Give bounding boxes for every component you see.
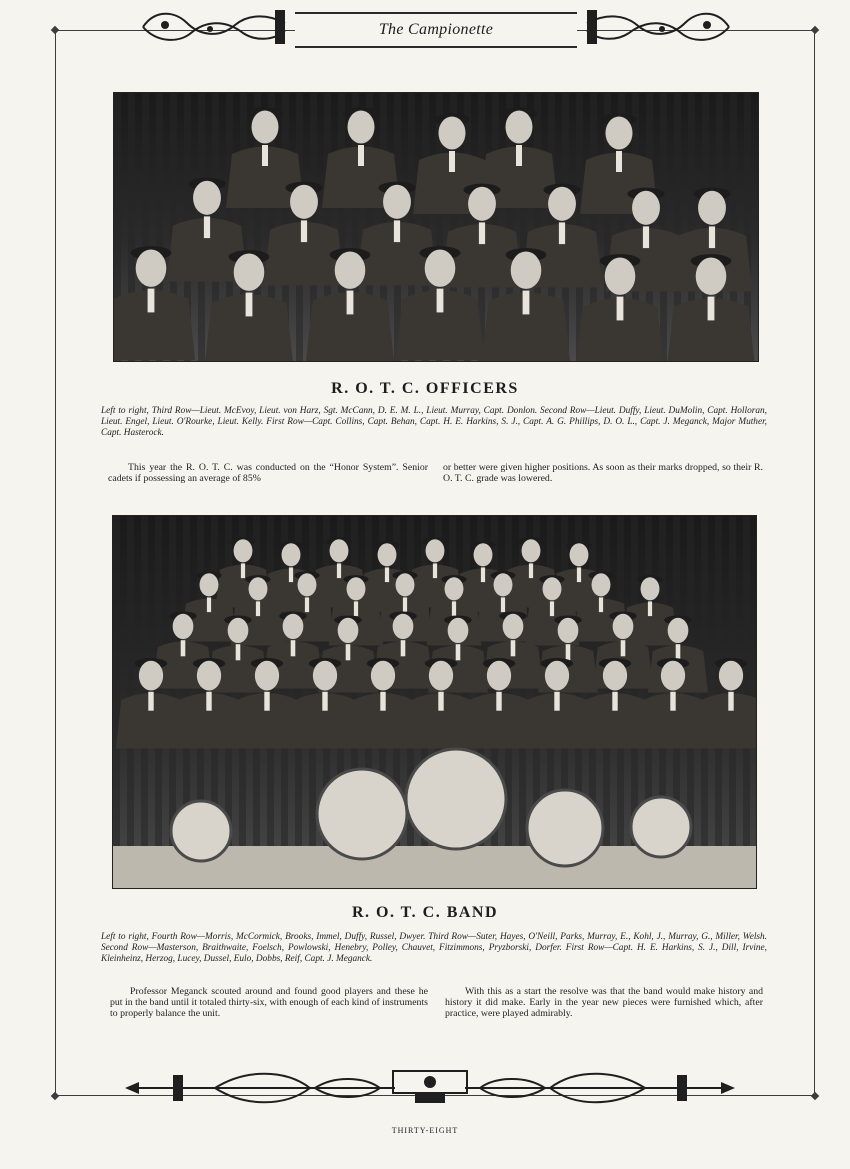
- band-text-left: [110, 986, 428, 1020]
- border-corner-ornament: [51, 1092, 59, 1100]
- officers-paragraph-right: or better were given higher positions. As soon as their marks dropped, so their R. O. T. C. grade was lowered.: [443, 462, 763, 485]
- band-title: R. O. T. C. BAND: [351, 904, 499, 921]
- band-instrument: [171, 801, 231, 861]
- header-title: The Campionette: [295, 12, 577, 48]
- officers-photo: [113, 92, 759, 362]
- officers-caption: Left to right, Third Row—Lieut. McEvoy, Lieut. von Harz, Sgt. McCann, D. E. M. L., Lieut. Murray, Capt. Donlon. Second Row—Lieut. Duffy, Lieut. DuMolin, Capt. Holloran, Lieut. Engel, Lieut. O'Rourke, Lieut. Kelly. First Row—Capt. Collins, Capt. Behan, Capt. H. E. Harkins, S. J., Capt. A. G. Phillips, D. O. L., Capt. J. Meganck, Major Muther, Capt. Hasterock.: [101, 406, 767, 438]
- officers-text-right: [443, 462, 763, 484]
- band-caption: Left to right, Fourth Row—Morris, McCormick, Brooks, Immel, Duffy, Russel, Dwyer. Third Row—Suter, Hayes, O'Neill, Parks, Murray, E., Kohl, J., Murray, G., Miller, Welsh. Second Row—Masterson, Braithwaite, Foelsch, Powlowski, Henebry, Polley, Chauvet, Fitzimmons, Pryzborski, Dorfer. First Row—Capt. H. E. Harkins, S. J., Dill, Irvine, Kleinheinz, Herzog, Lucey, Dussel, Eulo, Dobbs, Reif, Capt. J. Meganck.: [101, 932, 767, 964]
- band-photo: [112, 515, 757, 889]
- officers-text-left: [108, 462, 428, 484]
- officers-photo-art: [114, 93, 758, 361]
- band-instrument: [317, 769, 407, 859]
- border-corner-ornament: [51, 26, 59, 34]
- band-text-right: [445, 986, 763, 1020]
- band-paragraph-left: Professor Meganck scouted around and found good players and these he put in the band until it totaled thirty-six, with enough of each kind of instruments to properly balance the unit.: [110, 986, 428, 1020]
- band-photo-art: [113, 516, 756, 888]
- page-number: THIRTY-EIGHT: [391, 1126, 459, 1135]
- footer-ornament: [125, 1063, 735, 1113]
- band-instrument: [631, 797, 691, 857]
- officers-title: R. O. T. C. OFFICERS: [331, 380, 519, 397]
- header-banner: [135, 5, 737, 49]
- officers-paragraph-left: This year the R. O. T. C. was conducted on the “Honor System”. Senior cadets if possessing an average of 85%: [108, 462, 428, 485]
- border-corner-ornament: [811, 1092, 819, 1100]
- border-corner-ornament: [811, 26, 819, 34]
- band-instrument: [527, 790, 603, 866]
- footer-weapons-ornament: [125, 1063, 735, 1113]
- band-instrument: [406, 749, 506, 849]
- band-paragraph-right: With this as a start the resolve was that the band would make history and history it did make. Early in the year new pieces were furnished which, after practice, were played admirably.: [445, 986, 763, 1020]
